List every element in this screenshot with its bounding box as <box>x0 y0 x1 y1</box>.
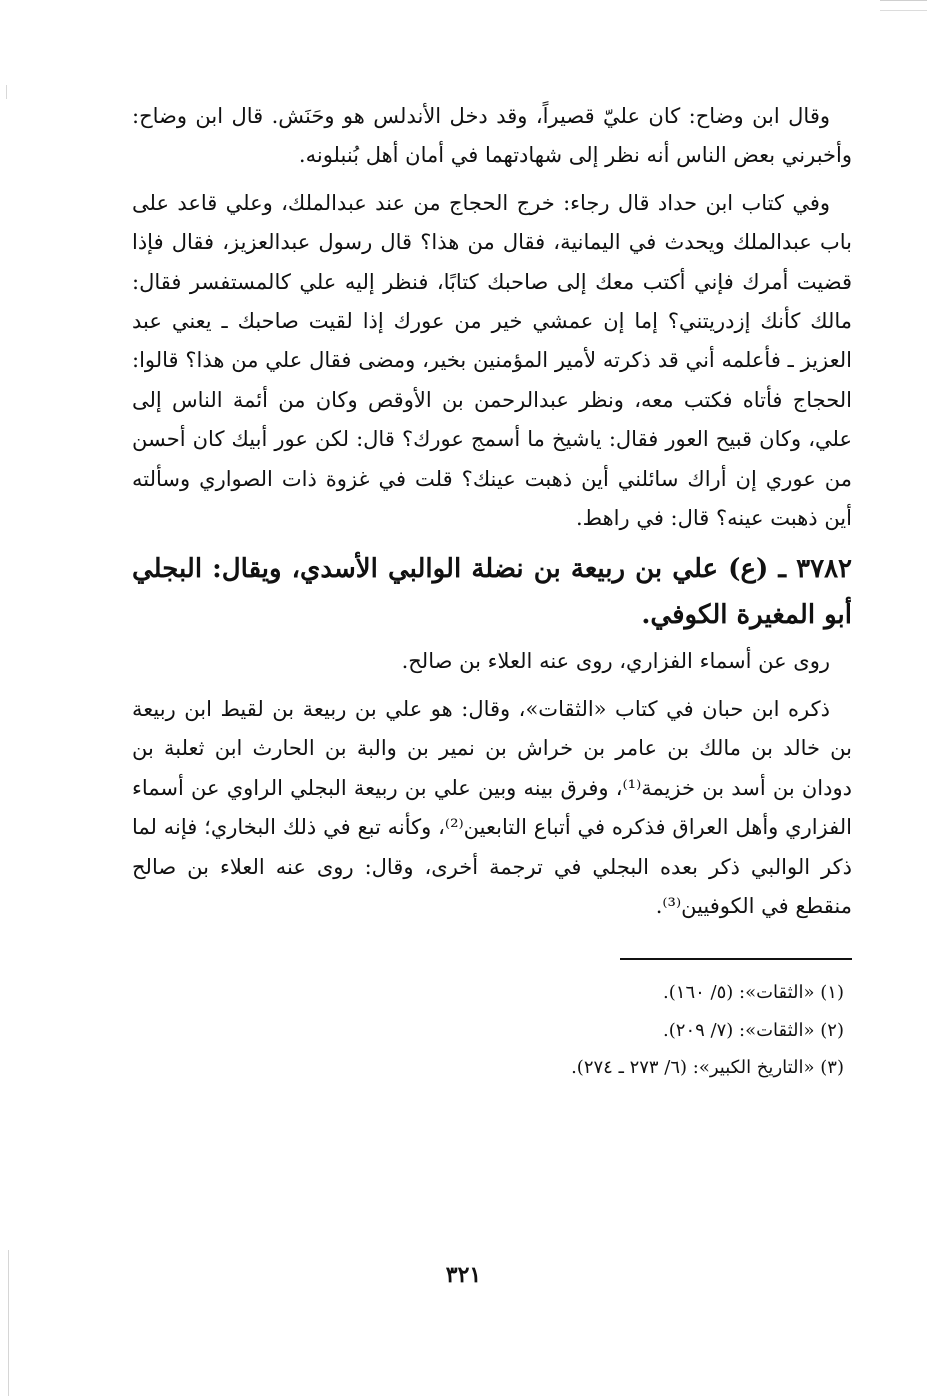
footnote-1: (١) «الثقات»: (٥/ ١٦٠). <box>663 982 844 1004</box>
entry-narration-line: روى عن أسماء الفزاري، روى عنه العلاء بن صالح. <box>401 649 830 674</box>
scan-edge <box>6 85 7 99</box>
footnote-2: (٢) «الثقات»: (٧/ ٢٠٩). <box>663 1019 844 1041</box>
page-body <box>132 97 852 1087</box>
footnote-separator <box>620 958 852 960</box>
scan-edge <box>880 0 927 1</box>
scan-edge <box>880 10 927 11</box>
paragraph-ibn-waddah: وقال ابن وضاح: كان عليّ قصيراً، وقد دخل الأندلس هو وحَنَش. قال ابن وضاح: وأخبرني بعض الناس أنه نظر إلى شهادتهما في أمان أهل بُنبلونه. <box>132 104 852 168</box>
paragraph-ibn-haddad: وفي كتاب ابن حداد قال رجاء: خرج الحجاج من عند عبدالملك، وعلي قاعد على باب عبدالملك ويحدث في اليمانية، فقال من هذا؟ قال رسول عبدالعزيز، فقال فإذا قضيت أمرك فإني أكتب معك إلى صاحبك كتابًا، فنظر إليه علي كالمستفسر فقال: مالك كأنك إزدريتني؟ إما إن عمشي خير من عورك إذا لقيت صاحبك ـ يعني عبد العزيز ـ فأعلمه أني قد ذكرته لأمير المؤمنين بخير، ومضى فقال علي من هذا؟ قالوا: الحجاج فأتاه فكتب معه، ونظر عبدالرحمن بن الأوقص وكان من أئمة الناس إلى علي، وكان قبيح العور فقال: ياشيخ ما أسمج عورك؟ قال: لكن عور أبيك كان أحسن من عوري إن أراك سائلني أين ذهبت عينك؟ قلت في غزوة ذات الصواري وسألته أين ذهبت عينه؟ قال: في راهط. <box>132 190 852 531</box>
page-number: ٣٢١ <box>445 1262 482 1288</box>
entry-heading: ٣٧٨٢ ـ (ع) علي بن ربيعة بن نضلة الوالبي الأسدي، ويقال: البجلي أبو المغيرة الكوفي. <box>132 554 852 631</box>
footnote-3: (٣) «التاريخ الكبير»: (٦/ ٢٧٣ ـ ٢٧٤). <box>571 1057 844 1079</box>
entry-paragraph: ذكره ابن حبان في كتاب «الثقات»، وقال: هو علي بن ربيعة بن لقيط ابن ربيعة بن خالد بن مالك بن عامر بن خراش بن نمير بن والبة بن الحارث ابن ثعلبة بن دودان بن أسد بن خزيمة⁽¹⁾، وفرق بينه وبين علي بن ربيعة البجلي الراوي عن أسماء الفزاري وأهل العراق فذكره في أتباع التابعين⁽²⁾، وكأنه تبع في ذلك البخاري؛ فإنه لما ذكر الوالبي ذكر بعده البجلي في ترجمة أخرى، وقال: روى عنه العلاء بن صالح منقطع في الكوفيين⁽³⁾. <box>132 696 852 918</box>
